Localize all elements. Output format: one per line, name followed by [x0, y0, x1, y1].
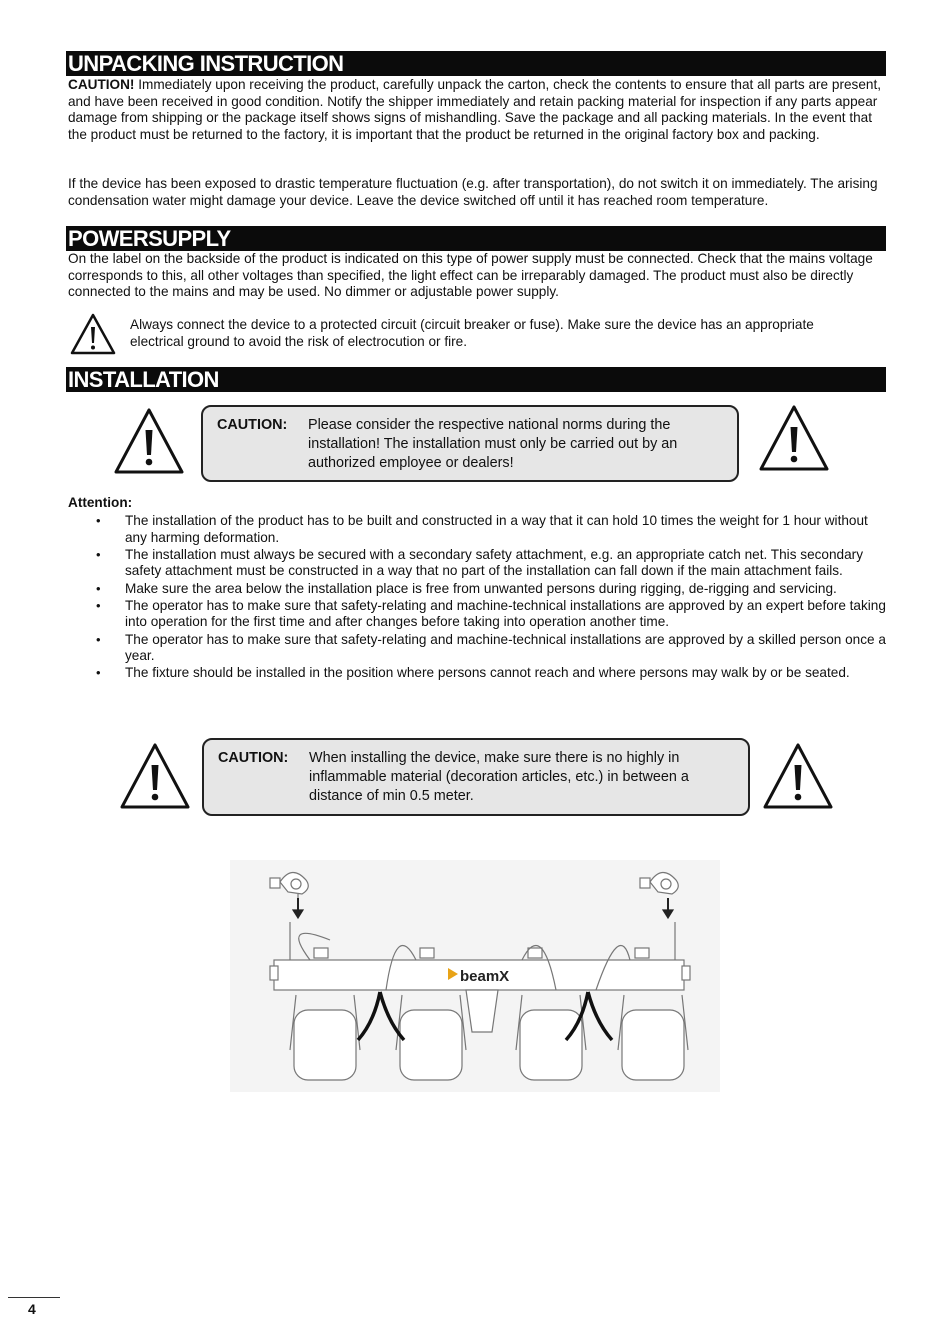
attention-heading: Attention:: [68, 495, 133, 510]
list-item: • The installation of the product has to be built and constructed in a way that it can hold 10 times the weight for 1 hour without any harming deformation.: [96, 513, 868, 545]
bullet-icon: •: [96, 665, 101, 681]
bullet-icon: •: [96, 631, 101, 647]
bullet-icon: •: [96, 580, 101, 596]
unpacking-caution-label: CAUTION!: [68, 77, 135, 92]
bullet-icon: •: [96, 597, 101, 613]
page-number: 4: [28, 1301, 36, 1317]
unpacking-paragraph: [68, 77, 886, 143]
section-title-powersupply: POWERSUPPLY: [66, 226, 886, 251]
electrical-warning-text: Always connect the device to a protected circuit (circuit breaker or fuse). Make sure the device has an appropriate electrical ground to avoid the risk of electrocution or fire.: [130, 317, 814, 349]
bullet-icon: •: [96, 513, 101, 528]
list-item: • The operator has to make sure that safety-relating and machine-technical installations are approved by a skilled person once a year.: [96, 631, 886, 664]
footer-divider: [8, 1297, 60, 1298]
warning-triangle-icon: [118, 741, 192, 811]
caution-label: CAUTION:: [218, 750, 289, 766]
temperature-paragraph: If the device has been exposed to drastic temperature fluctuation (e.g. after transportation), do not switch it on immediately. The arising condensation water might damage your device. Leave the device switched off until it has reached room temperature.: [68, 176, 878, 208]
warning-triangle-icon: [112, 406, 186, 476]
list-item: • The operator has to make sure that safety-relating and machine-technical installations are approved by an expert before taking into operation for the first time and after changes before taking into operation another time.: [96, 597, 886, 630]
powersupply-paragraph: On the label on the backside of the product is indicated on this type of power supply must be connected. Check that the mains voltage corresponds to this, all other voltages than specified, the light effect can be irreparably damaged. The product must also be directly connected to the mains and may be used. No dimmer or adjustable power supply.: [68, 251, 873, 300]
list-item: • Make sure the area below the installation place is free from unwanted persons during rigging, de-rigging and servicing.: [96, 580, 837, 596]
caution-box-installation: [201, 405, 739, 482]
attention-list: [68, 513, 888, 683]
unpacking-caution-text: Immediately upon receiving the product, carefully unpack the carton, check the contents to ensure that all parts are present, and have been received in good condition. Notify the shipper immediately and retain packing material for inspection if any parts appear damage from shipping or the package itself shows signs of mishandling. Save the package and all packing materials. In the event that the product must be returned to the factory, it is important that the product be returned in the original factory box and packing.: [68, 77, 882, 142]
section-title-unpacking: UNPACKING INSTRUCTION: [66, 51, 886, 76]
lighting-bar-installation-diagram: [230, 860, 720, 1092]
section-title-installation: INSTALLATION: [66, 367, 886, 392]
caution-box-flammable: [202, 738, 750, 816]
brand-logo-text: beamX: [460, 968, 510, 985]
list-item: • The installation must always be secured with a secondary safety attachment, e.g. an appropriate catch net. This secondary safety attachment must be constructed in a way that no part of the installation can fall down if the main attachment fails.: [96, 546, 863, 579]
bullet-icon: •: [96, 546, 101, 562]
caution-text: When installing the device, make sure there is no highly in inflammable material (decoration articles, etc.) in between a distance of min 0.5 meter.: [309, 750, 689, 804]
warning-triangle-icon: [761, 741, 835, 811]
list-item: • The fixture should be installed in the position where persons cannot reach and where persons may walk by or be seated.: [96, 665, 850, 681]
caution-text: Please consider the respective national norms during the installation! The installation must only be carried out by an authorized employee or dealers!: [308, 417, 678, 471]
warning-triangle-icon: [757, 403, 831, 473]
caution-label: CAUTION:: [217, 417, 288, 433]
warning-triangle-icon: [70, 312, 116, 356]
